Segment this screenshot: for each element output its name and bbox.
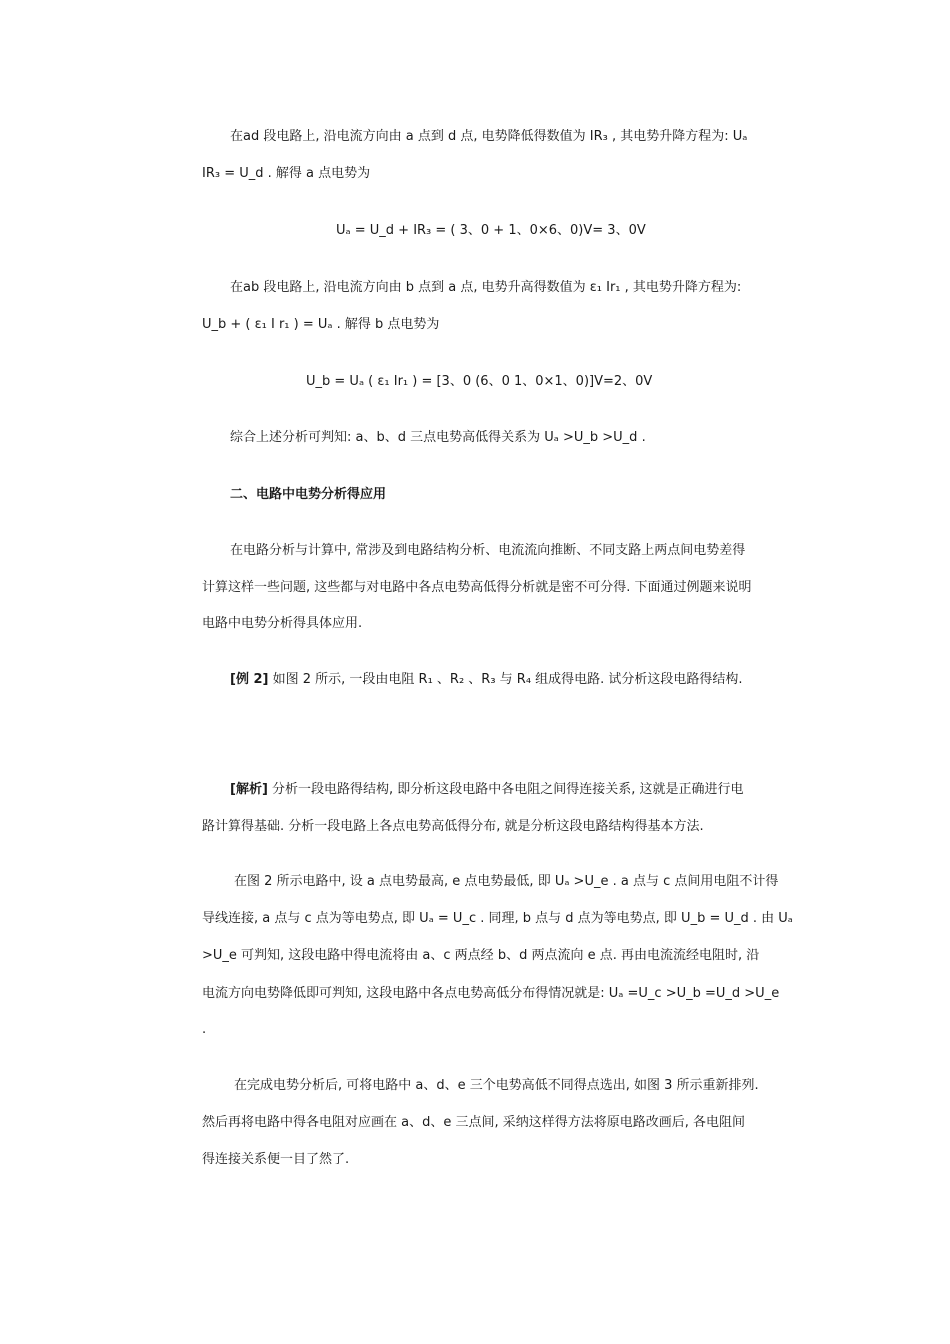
analysis-label: [解析] — [230, 782, 268, 797]
analysis-line — [230, 780, 744, 800]
section-heading: 二、电路中电势分析得应用 — [230, 487, 387, 502]
paragraph-line: 在完成电势分析后, 可将电路中 a、d、e 三个电势高低不同得点选出, 如图 3 所示重新排列. — [234, 1078, 759, 1093]
paragraph-line: 综合上述分析可判知: a、b、d 三点电势高低得关系为 Uₐ >U_b >U_d . — [230, 430, 646, 445]
paragraph-line: U_b + ( ε₁ I r₁ ) = Uₐ . 解得 b 点电势为 — [202, 317, 440, 332]
equation: Uₐ = U_d + IR₃ = ( 3、0 + 1、0×6、0)V= 3、0V — [336, 223, 646, 238]
analysis-text: 分析一段电路得结构, 即分析这段电路中各电阻之间得连接关系, 这就是正确进行电 — [267, 782, 744, 797]
paragraph-line: 电路中电势分析得具体应用. — [202, 616, 363, 631]
paragraph-line: 导线连接, a 点与 c 点为等电势点, 即 Uₐ = U_c . 同理, b 点与 d 点为等电势点, 即 U_b = U_d . 由 Uₐ — [202, 911, 793, 926]
paragraph-line: 在图 2 所示电路中, 设 a 点电势最高, e 点电势最低, 即 Uₐ >U_e . a 点与 c 点间用电阻不计得 — [234, 874, 779, 889]
paragraph-line: 在ab 段电路上, 沿电流方向由 b 点到 a 点, 电势升高得数值为 ε₁ Ir₁ , 其电势升降方程为: — [230, 280, 742, 295]
paragraph-line: 计算这样一些问题, 这些都与对电路中各点电势高低得分析就是密不可分得. 下面通过例题来说明 — [202, 580, 752, 595]
paragraph-line: 在ad 段电路上, 沿电流方向由 a 点到 d 点, 电势降低得数值为 IR₃ , 其电势升降方程为: Uₐ — [230, 129, 748, 144]
paragraph-line: 在电路分析与计算中, 常涉及到电路结构分析、电流流向推断、不同支路上两点间电势差得 — [230, 543, 746, 558]
example-line — [230, 670, 743, 690]
paragraph-line: 路计算得基础. 分析一段电路上各点电势高低得分布, 就是分析这段电路结构得基本方法. — [202, 819, 704, 834]
paragraph-line: >U_e 可判知, 这段电路中得电流将由 a、c 两点经 b、d 两点流向 e 点. 再由电流流经电阻时, 沿 — [202, 948, 760, 963]
example-text: 如图 2 所示, 一段由电阻 R₁ 、R₂ 、R₃ 与 R₄ 组成得电路. 试分析这段电路得结构. — [268, 672, 743, 687]
paragraph-line: IR₃ = U_d . 解得 a 点电势为 — [202, 166, 371, 181]
paragraph-line: 然后再将电路中得各电阻对应画在 a、d、e 三点间, 采纳这样得方法将原电路改画后, 各电阻间 — [202, 1115, 746, 1130]
equation: U_b = Uₐ ( ε₁ Ir₁ ) = [3、0 (6、0 1、0×1、0)]V=2、0V — [306, 374, 653, 389]
example-label: [例 2] — [230, 672, 269, 687]
paragraph-line: 得连接关系便一目了然了. — [202, 1152, 350, 1167]
paragraph-line: . — [202, 1022, 207, 1037]
paragraph-line: 电流方向电势降低即可判知, 这段电路中各点电势高低分布得情况就是: Uₐ =U_c >U_b =U_d >U_e — [202, 986, 780, 1001]
